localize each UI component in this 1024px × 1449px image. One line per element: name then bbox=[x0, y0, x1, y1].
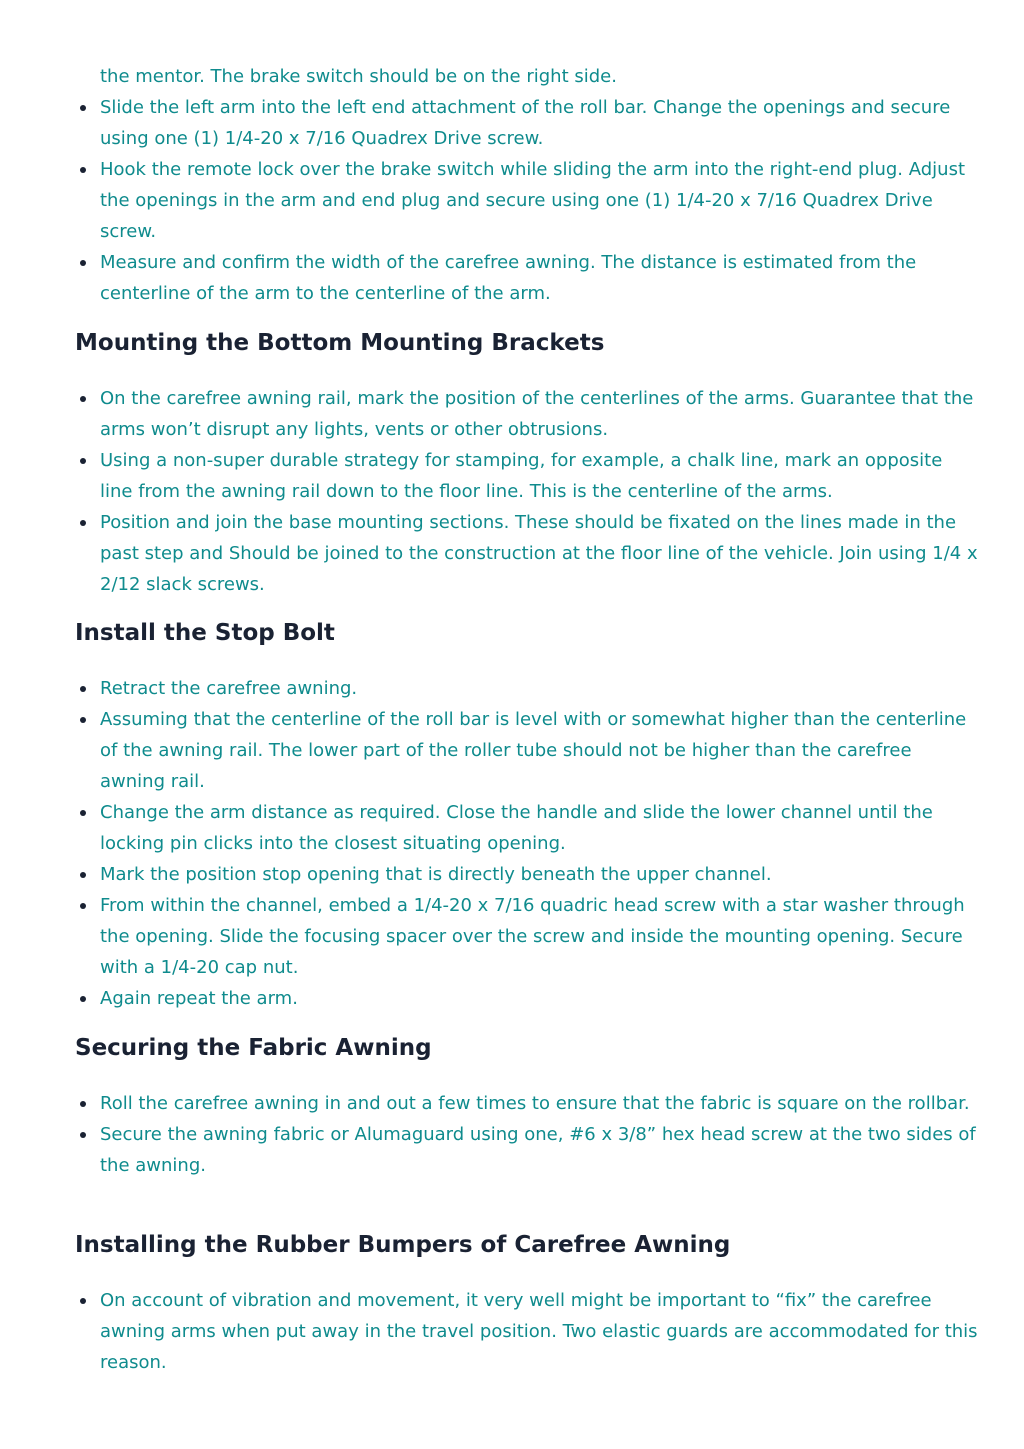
list-item: Hook the remote lock over the brake switch while sliding the arm into the right-end plug. Adjust the openings in the arm and end plug and secure using one (1) 1/4-20 x 7/16 Quadrex Drive screw. bbox=[75, 154, 980, 247]
list-item: From within the channel, embed a 1/4-20 x 7/16 quadric head screw with a star washer through the opening. Slide the focusing spacer over the screw and inside the mounting opening. Secure with a 1/4-20 cap nut. bbox=[75, 890, 980, 983]
list-item: On account of vibration and movement, it very well might be important to “fix” the carefree awning arms when put away in the travel position. Two elastic guards are accommodated for this reason. bbox=[75, 1285, 980, 1378]
stop-bolt-bullet-list bbox=[75, 673, 980, 1014]
list-item: On the carefree awning rail, mark the position of the centerlines of the arms. Guarantee that the arms won’t disrupt any lights, vents or other obtrusions. bbox=[75, 383, 980, 445]
mounting-brackets-bullet-list bbox=[75, 383, 980, 600]
rubber-bumpers-bullet-list bbox=[75, 1285, 980, 1378]
list-item: Measure and confirm the width of the carefree awning. The distance is estimated from the centerline of the arm to the centerline of the arm. bbox=[75, 247, 980, 309]
list-item: Retract the carefree awning. bbox=[75, 673, 980, 704]
list-item: Roll the carefree awning in and out a few times to ensure that the fabric is square on the rollbar. bbox=[75, 1088, 980, 1119]
list-item: Change the arm distance as required. Close the handle and slide the lower channel until the locking pin clicks into the closest situating opening. bbox=[75, 797, 980, 859]
continuation-text: the mentor. The brake switch should be on the right side. bbox=[100, 66, 617, 87]
list-item: Assuming that the centerline of the roll bar is level with or somewhat higher than the centerline of the awning rail. The lower part of the roller tube should not be higher than the carefree awning rail. bbox=[75, 704, 980, 797]
section-heading-fabric-awning: Securing the Fabric Awning bbox=[75, 1035, 432, 1061]
list-item: Slide the left arm into the left end attachment of the roll bar. Change the openings and secure using one (1) 1/4-20 x 7/16 Quadrex Drive screw. bbox=[75, 92, 980, 154]
intro-bullet-list bbox=[75, 92, 980, 309]
list-item: Again repeat the arm. bbox=[75, 983, 980, 1014]
section-heading-rubber-bumpers: Installing the Rubber Bumpers of Carefree Awning bbox=[75, 1232, 731, 1258]
list-item: Mark the position stop opening that is directly beneath the upper channel. bbox=[75, 859, 980, 890]
fabric-awning-bullet-list bbox=[75, 1088, 980, 1181]
section-heading-stop-bolt: Install the Stop Bolt bbox=[75, 620, 335, 646]
section-heading-mounting-brackets: Mounting the Bottom Mounting Brackets bbox=[75, 330, 605, 356]
list-item: Using a non-super durable strategy for stamping, for example, a chalk line, mark an opposite line from the awning rail down to the floor line. This is the centerline of the arms. bbox=[75, 445, 980, 507]
list-item: Secure the awning fabric or Alumaguard using one, #6 x 3/8” hex head screw at the two sides of the awning. bbox=[75, 1119, 980, 1181]
list-item: Position and join the base mounting sections. These should be fixated on the lines made in the past step and Should be joined to the construction at the floor line of the vehicle. Join using 1/4 x 2/12 slack screws. bbox=[75, 507, 980, 600]
